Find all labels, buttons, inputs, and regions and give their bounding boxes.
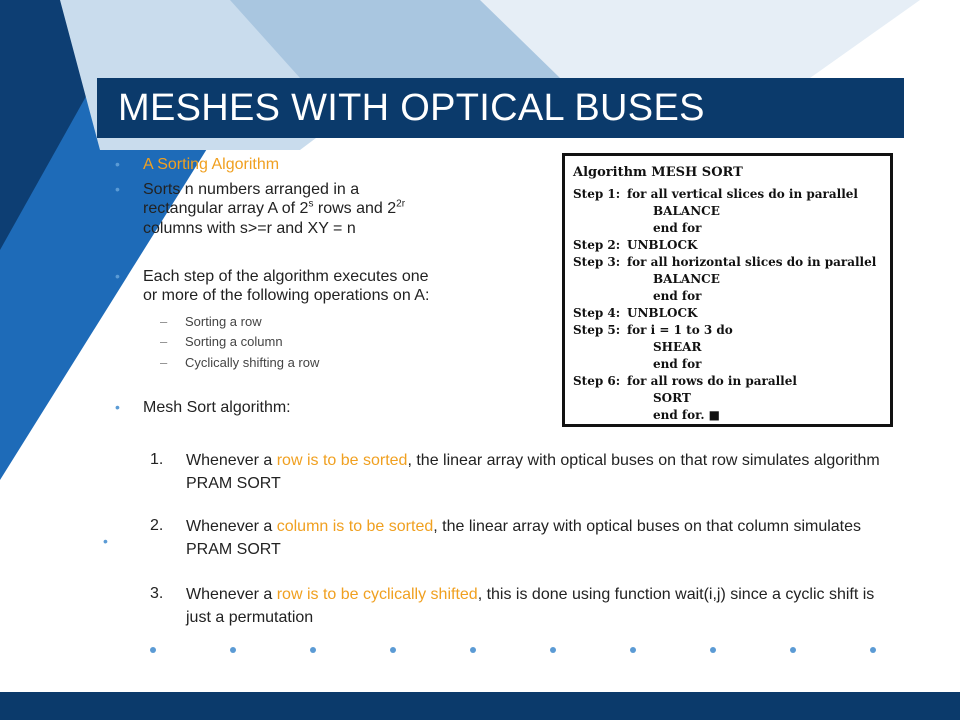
page-title: MESHES WITH OPTICAL BUSES <box>118 87 705 129</box>
bullet-each-step-line1: Each step of the algorithm executes one <box>143 268 429 285</box>
bullet-sorting-algorithm: A Sorting Algorithm <box>143 156 280 173</box>
item-number: 1. <box>150 451 164 468</box>
algorithm-line-text: SHEAR <box>653 340 702 354</box>
bullet-marker: • <box>115 268 120 284</box>
item-number: 2. <box>150 517 164 534</box>
bullet-sorts-line2: rectangular array A of 2$^s$ rows and $2^{2r}$ <box>143 198 406 217</box>
bullet-sorts-line3: columns with s>=r and XY = n <box>143 220 356 237</box>
algorithm-line-text: end for <box>653 357 702 371</box>
algorithm-line-text: for all rows do in parallel <box>627 374 797 388</box>
sub-dash: – <box>160 334 168 349</box>
bullet-each-step-line2: or more of the following operations on A: <box>143 287 430 304</box>
sub-item: Sorting a column <box>185 334 283 349</box>
algorithm-line-text: for i = 1 to 3 do <box>627 323 733 337</box>
dot-row-decoration <box>0 640 960 660</box>
algorithm-line-text: end for. ■ <box>653 408 721 422</box>
algorithm-step-label: Step 4: <box>573 306 621 320</box>
algorithm-line-text: for all vertical slices do in parallel <box>627 187 858 201</box>
numbered-item-3: Whenever a row is to be cyclically shifted, this is done using function wait(i,j) since a cyclic shift is just a permutation <box>186 586 875 626</box>
algorithm-step-label: Step 6: <box>573 374 621 388</box>
algorithm-step-label: Step 5: <box>573 323 621 337</box>
bullet-marker: • <box>115 181 120 197</box>
algorithm-image <box>562 153 893 427</box>
sub-dash: – <box>160 314 168 329</box>
algorithm-step-label: Step 2: <box>573 238 621 252</box>
algorithm-step-label: Step 3: <box>573 255 621 269</box>
algorithm-line-text: BALANCE <box>653 272 720 286</box>
algorithm-line-text: end for <box>653 221 702 235</box>
sub-dash: – <box>160 355 168 370</box>
algorithm-step-label: Step 1: <box>573 187 621 201</box>
algorithm-line-text: UNBLOCK <box>627 306 698 320</box>
algorithm-line-text: for all horizontal slices do in parallel <box>627 255 877 269</box>
algorithm-line-text: UNBLOCK <box>627 238 698 252</box>
numbered-item-2: Whenever a column is to be sorted, the linear array with optical buses on that column simulates PRAM SORT <box>186 518 862 558</box>
item-number: 3. <box>150 585 164 602</box>
sub-item: Sorting a row <box>185 314 262 329</box>
algorithm-header: Algorithm MESH SORT <box>573 165 743 180</box>
bullet-marker: • <box>115 399 120 415</box>
bullet-marker: • <box>115 156 120 172</box>
numbered-item-1: Whenever a row is to be sorted, the linear array with optical buses on that row simulates algorithm PRAM SORT <box>186 452 880 492</box>
algorithm-line-text: SORT <box>653 391 691 405</box>
bullet-marker: • <box>103 533 108 549</box>
bullet-mesh-sort: Mesh Sort algorithm: <box>143 399 291 416</box>
sub-item: Cyclically shifting a row <box>185 355 320 370</box>
bullet-sorts-line1: Sorts n numbers arranged in a <box>143 181 360 198</box>
footer-band <box>0 692 960 720</box>
algorithm-line-text: BALANCE <box>653 204 720 218</box>
algorithm-line-text: end for <box>653 289 702 303</box>
